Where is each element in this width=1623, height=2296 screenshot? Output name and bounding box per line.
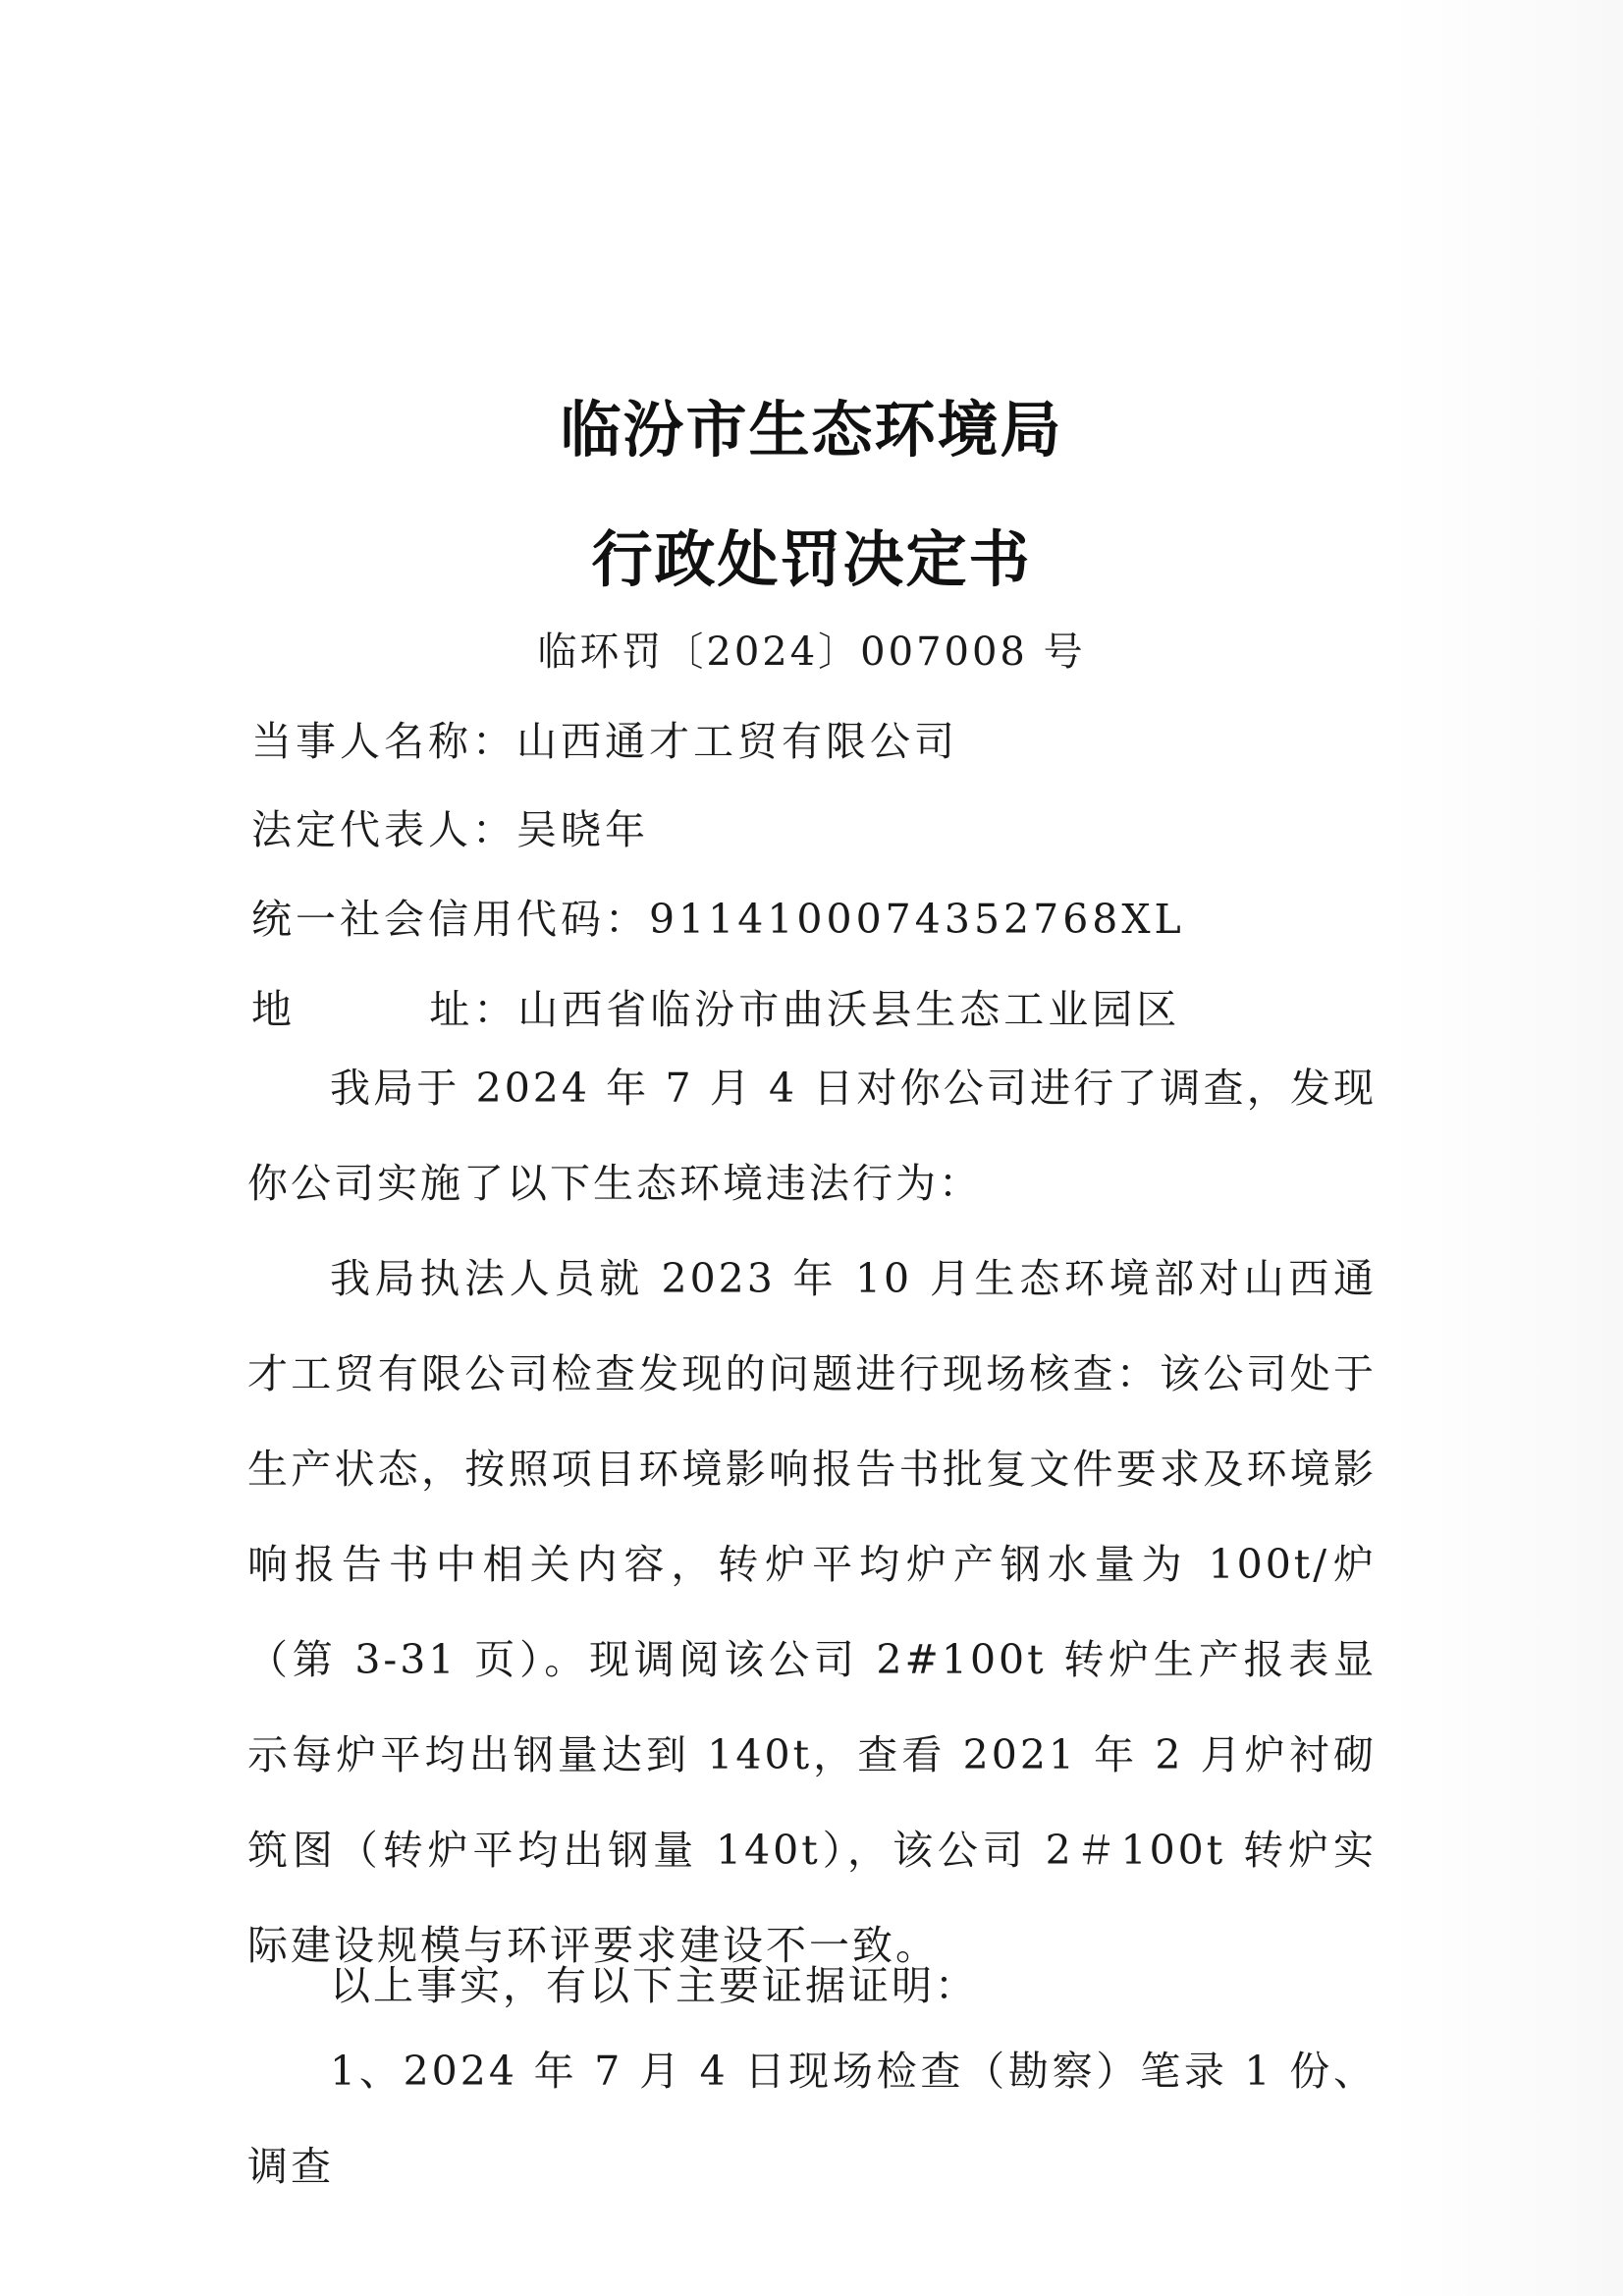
document-title: 行政处罚决定书 — [591, 523, 1032, 595]
scan-edge-shadow — [1387, 0, 1623, 2296]
issuer-title: 临汾市生态环境局 — [560, 394, 1063, 465]
party-name: 当事人名称：山西通才工贸有限公司 — [251, 718, 958, 765]
paragraph-evidence-intro: 以上事实，有以下主要证据证明： — [330, 1962, 978, 2009]
address-value: 山西省临汾市曲沃县生态工业园区 — [517, 986, 1181, 1033]
paragraph-findings: 我局执法人员就 2023 年 10 月生态环境部对山西通才工贸有限公司检查发现的问题进行现场核查：该公司处于生产状态，按照项目环境影响报告书批复文件要求及环境影响报告书中相关内容，转炉平均炉产钢水量为 100t/炉（第 3-31 页）。现调阅该公司 2#100t 转炉生产报表显示每炉平均出钢量达到 140t，查看 2021 年 2 月炉衬砌筑图（转炉平均出钢量 140t），该公司 2＃100t 转炉实际建设规模与环评要求建设不一致。 — [247, 1255, 1377, 1969]
credit-code: 统一社会信用代码：9114100074352768XL — [251, 896, 1185, 943]
address — [251, 977, 1180, 1035]
paragraph-investigation: 我局于 2024 年 7 月 4 日对你公司进行了调查，发现你公司实施了以下生态环境违法行为： — [247, 1065, 1377, 1207]
paragraph-evidence-item-1: 1、2024 年 7 月 4 日现场检查（勘察）笔录 1 份、调查 — [247, 2048, 1377, 2190]
legal-representative: 法定代表人：吴晓年 — [251, 806, 649, 853]
document-number: 临环罚〔2024〕007008 号 — [537, 629, 1086, 675]
address-label: 地 址： — [251, 986, 518, 1033]
